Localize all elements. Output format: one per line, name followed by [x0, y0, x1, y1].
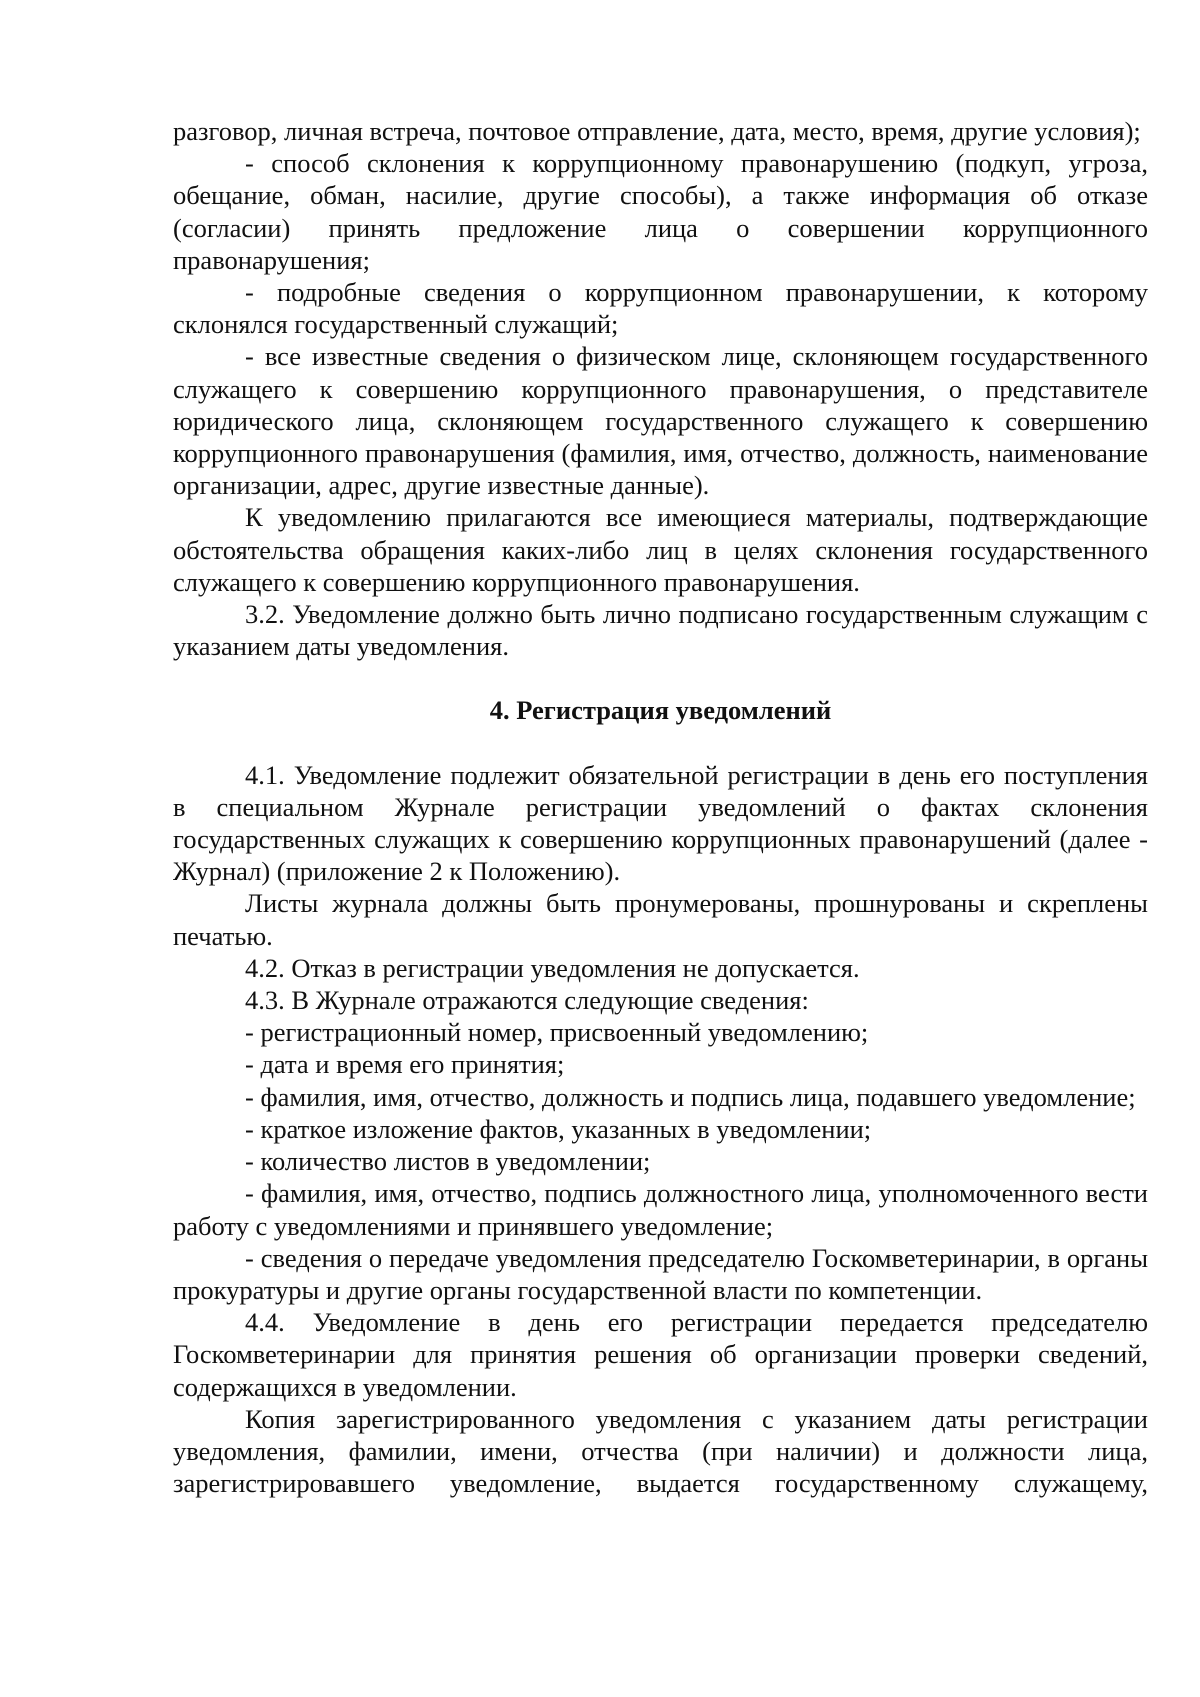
paragraph-method-of-inducement: - способ склонения к коррупционному правонарушению (подкуп, угроза, обещание, обман, насилие, другие способы), а также информация об отказе (согласии) принять предложение лица о совершении коррупционного правонарушения;: [173, 148, 1148, 275]
paragraph-registered-copy: Копия зарегистрированного уведомления с указанием даты регистрации уведомления, фамилии, имени, отчества (при наличии) и должности лица, зарегистрировавшего уведомление, выдается государственному служащему,: [173, 1403, 1148, 1499]
paragraph-4-1-registration: 4.1. Уведомление подлежит обязательной регистрации в день его поступления в специальном Журнале регистрации уведомлений о фактах склонения государственных служащих к совершению коррупционных правонарушений (далее - Журнал) (приложение 2 к Положению).: [173, 759, 1148, 887]
paragraph-4-3-journal-info: 4.3. В Журнале отражаются следующие сведения:: [245, 985, 809, 1016]
list-item-official-signature: - фамилия, имя, отчество, подпись должностного лица, уполномоченного вести работу с уведомлениями и принявшего уведомление;: [173, 1178, 1148, 1241]
list-item-sheet-count: - количество листов в уведомлении;: [245, 1146, 651, 1177]
list-item-transfer-info: - сведения о передаче уведомления председателю Госкомветеринарии, в органы прокуратуры и другие органы государственной власти по компетенции.: [173, 1242, 1148, 1305]
list-item-submitter-name: - фамилия, имя, отчество, должность и подпись лица, подавшего уведомление;: [245, 1081, 1136, 1112]
list-item-date-time: - дата и время его принятия;: [245, 1049, 565, 1080]
paragraph-known-person-info: - все известные сведения о физическом лице, склоняющем государственного служащего к совершению коррупционного правонарушения, о представителе юридического лица, склоняющем государственного служащего к совершению коррупционного правонарушения (фамилия, имя, отчество, должность, наименование организации, адрес, другие известные данные).: [173, 341, 1148, 501]
paragraph-3-2-signature: 3.2. Уведомление должно быть лично подписано государственным служащим с указанием даты уведомления.: [173, 599, 1148, 662]
document-body: [173, 115, 1148, 1499]
paragraph-conditions-continuation: разговор, личная встреча, почтовое отправление, дата, место, время, другие условия);: [173, 116, 1141, 146]
list-item-facts-summary: - краткое изложение фактов, указанных в уведомлении;: [245, 1113, 872, 1144]
paragraph-attached-materials: К уведомлению прилагаются все имеющиеся материалы, подтверждающие обстоятельства обращения каких-либо лиц в целях склонения государственного служащего к совершению коррупционного правонарушения.: [173, 502, 1148, 597]
paragraph-journal-sheets: Листы журнала должны быть пронумерованы, прошнурованы и скреплены печатью.: [173, 888, 1148, 951]
section-heading: 4. Регистрация уведомлений: [489, 695, 832, 726]
list-item-registration-number: - регистрационный номер, присвоенный уведомлению;: [245, 1017, 869, 1048]
paragraph-offense-details: - подробные сведения о коррупционном правонарушении, к которому склонялся государственный служащий;: [173, 277, 1148, 340]
paragraph-4-4-transfer: 4.4. Уведомление в день его регистрации передается председателю Госкомветеринарии для принятия решения об организации проверки сведений, содержащихся в уведомлении.: [173, 1307, 1148, 1402]
paragraph-4-2-refusal: 4.2. Отказ в регистрации уведомления не допускается.: [245, 952, 860, 983]
